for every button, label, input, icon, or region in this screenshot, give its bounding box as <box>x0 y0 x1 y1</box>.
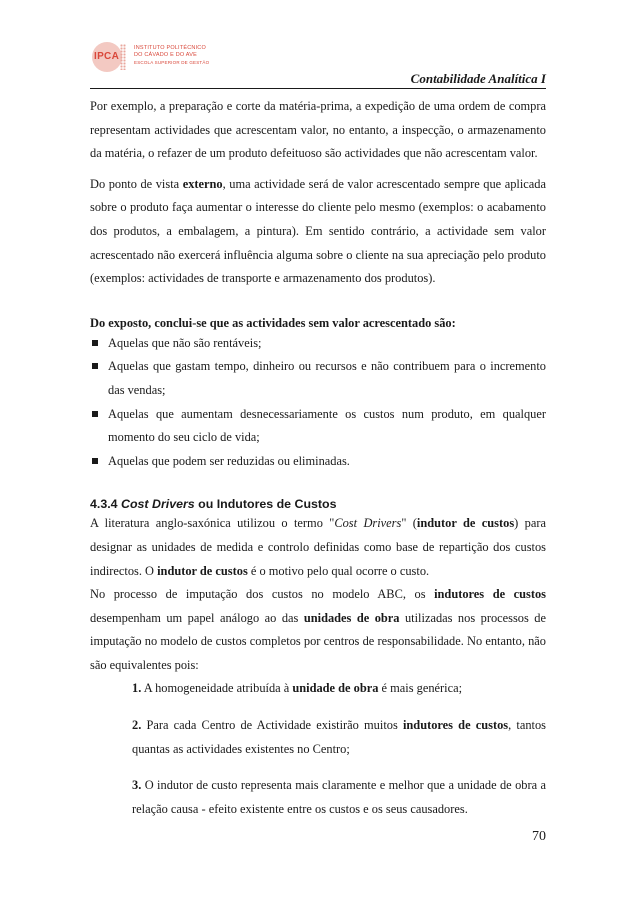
logo-abbreviation: IPCA <box>94 51 120 62</box>
logo-text <box>134 45 209 66</box>
institution-logo <box>90 40 210 74</box>
list-item: Aquelas que podem ser reduzidas ou eliminadas. <box>90 450 546 474</box>
page-number: 70 <box>532 829 546 844</box>
numbered-item: 3. O indutor de custo representa mais claramente e melhor que a unidade de obra a relação causa - efeito existente entre os custos e os seus causadores. <box>132 778 546 816</box>
logo-line-2: DO CÁVADO E DO AVE <box>134 52 197 58</box>
non-value-activities-list <box>90 332 546 474</box>
conclusion-lead: Do exposto, conclui-se que as actividades sem valor acrescentado são: <box>90 315 456 330</box>
page-body <box>90 95 546 834</box>
numbered-item: 1. A homogeneidade atribuída à unidade de obra é mais genérica; <box>132 681 463 696</box>
numbered-item: 2. Para cada Centro de Actividade existirão muitos indutores de custos, tantos quantas as actividades existentes no Centro; <box>132 718 547 756</box>
list-item: Aquelas que não são rentáveis; <box>90 332 546 356</box>
running-header-title: Contabilidade Analítica I <box>410 71 546 86</box>
differences-list <box>90 677 546 821</box>
section-heading: 4.3.4 Cost Drivers ou Indutores de Custos <box>90 497 337 512</box>
paragraph-external-view: Do ponto de vista externo, uma actividade será de valor acrescentado sempre que aplicada sobre o produto faça aumentar o interesse do cliente pelo mesmo (exemplos: o acabamento dos produtos, a embalagem, a pintura). Em sentido contrário, a actividade sem valor acrescentado não exercerá influência alguma sobre o cliente na sua apreciação pelo produto (exemplos: actividades de transporte e armazenamento dos produtos). <box>90 176 546 286</box>
logo-line-1: INSTITUTO POLITÉCNICO <box>134 45 206 51</box>
paragraph-examples: Por exemplo, a preparação e corte da matéria-prima, a expedição de uma ordem de compra representam actividades que acrescentam valor, no entanto, a inspecção, o armazenamento da matéria, o refazer de um produto defeituoso são actividades que não acrescentam valor. <box>90 99 546 161</box>
list-item: Aquelas que aumentam desnecessariamente os custos num produto, em qualquer momento do seu ciclo de vida; <box>90 403 546 450</box>
list-item: Aquelas que gastam tempo, dinheiro ou recursos e não contribuem para o incremento das vendas; <box>90 355 546 402</box>
paragraph-abc-model: No processo de imputação dos custos no modelo ABC, os indutores de custos desempenham um papel análogo ao das unidades de obra utilizadas nos processos de imputação no modelo de custos completos por centros de responsabilidade. No entanto, não são equivalentes pois: <box>90 587 546 672</box>
ipca-logo-mark <box>90 40 128 74</box>
header-rule <box>90 88 546 89</box>
logo-line-3: ESCOLA SUPERIOR DE GESTÃO <box>134 60 210 65</box>
paragraph-cost-drivers: A literatura anglo-saxónica utilizou o termo "Cost Drivers" (indutor de custos) para designar as unidades de medida e controlo definidas como base de repartição dos custos indirectos. O indutor de custos é o motivo pelo qual ocorre o custo. <box>90 516 546 578</box>
